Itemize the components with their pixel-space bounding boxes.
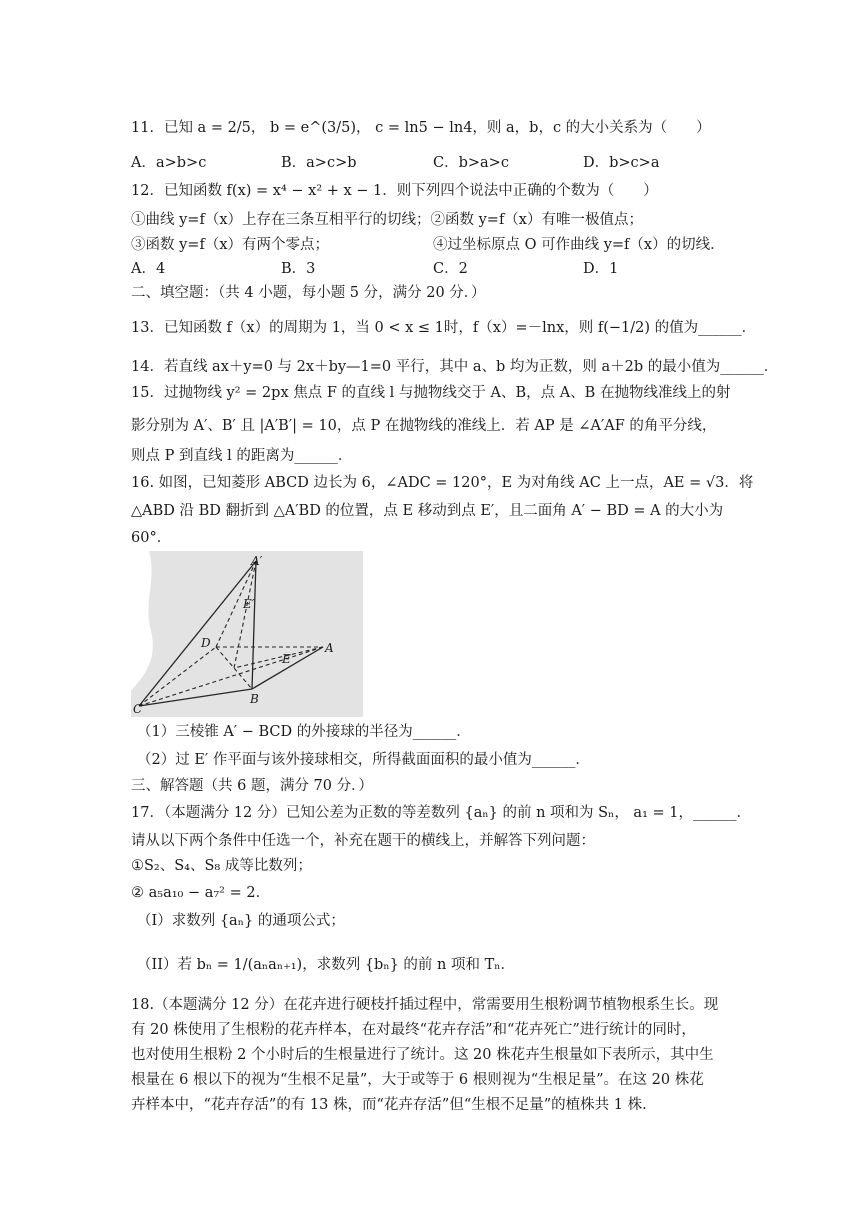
q12-option-d: D．1 [583,261,619,277]
q18-line-3: 也对使用生根粉 2 个小时后的生根量进行了统计。这 20 株花卉生根量如下表所示，其中生 [131,1047,714,1063]
figure-photo-background [131,551,363,717]
q14-text: 14．若直线 ax＋y=0 与 2x＋by—1=0 平行，其中 a、b 均为正数，则 a＋2b 的最小值为______． [131,359,779,375]
q12-option-a: A．4 [131,261,166,277]
q11-stem: 11．已知 a = 2/5， b = e^(3/5)， c = ln5 − ln4，则 a，b，c 的大小关系为（ ） [131,120,711,136]
q18-line-2: 有 20 株使用了生根粉的花卉样本，在对最终“花卉存活”和“花卉死亡”进行统计的同时， [131,1022,696,1038]
q17-part-2: （II）若 bₙ = 1/(aₙaₙ₊₁)，求数列 {bₙ} 的前 n 项和 Tₙ． [137,957,516,973]
q17-condition-1: ①S₂、S₄、S₈ 成等比数列； [131,858,312,874]
q16-geometry-figure [131,551,363,717]
q12-statement-1-2: ①曲线 y=f（x）上存在三条互相平行的切线；②函数 y=f（x）有唯一极值点； [131,212,643,228]
q12-statement-3: ③函数 y=f（x）有两个零点； [131,237,329,253]
q12-option-c: C．2 [433,261,468,277]
q17-condition-2: ② a₅a₁₀ − a₇² = 2． [131,885,271,901]
section-fill-in-title: 二、填空题：（共 4 小题，每小题 5 分，满分 20 分．） [131,285,486,301]
q11-option-d: D．b>c>a [583,155,660,171]
q17-line-2: 请从以下两个条件中任选一个，补充在题干的横线上，并解答下列问题： [131,833,595,849]
label-e-prime: E′ [243,597,255,611]
q18-line-5: 卉样本中，“花卉存活”的有 13 株，而“花卉存活”但“生根不足量”的植株共 1 株. [131,1097,647,1113]
label-d: D [201,636,211,650]
q17-line-1: 17．（本题满分 12 分）已知公差为正数的等差数列 {aₙ} 的前 n 项和为 Sₙ， a₁ = 1，______． [131,805,751,821]
q16-line-3: 60°． [131,530,172,546]
q16-part-2: （2）过 E′ 作平面与该外接球相交，所得截面面积的最小值为______． [137,752,590,768]
q18-line-1: 18.（本题满分 12 分）在花卉进行硬枝扦插过程中，常需要用生根粉调节植物根系生长。现 [131,997,719,1013]
label-a-prime: A′ [251,554,263,568]
label-b: B [250,692,259,706]
q16-part-1: （1）三棱锥 A′ − BCD 的外接球的半径为______． [137,724,471,740]
q17-part-1: （I）求数列 {aₙ} 的通项公式； [137,913,345,929]
q11-option-c: C．b>a>c [433,155,509,171]
q15-line-3: 则点 P 到直线 l 的距离为______． [131,448,353,464]
label-a: A [325,641,334,655]
q16-line-2: △ABD 沿 BD 翻折到 △A′BD 的位置，点 E 移动到点 E′，且二面角 A′ − BD = A 的大小为 [131,503,724,519]
q15-line-1: 15．过抛物线 y² = 2px 焦点 F 的直线 l 与抛物线交于 A、B，点 A、B 在抛物线准线上的射 [131,385,731,401]
q12-option-b: B．3 [281,261,316,277]
q11-option-b: B．a>c>b [281,155,357,171]
q12-stem: 12．已知函数 f(x) = x⁴ − x² + x − 1．则下列四个说法中正确的个数为（ ） [131,183,658,199]
q15-line-2: 影分别为 A′、B′ 且 |A′B′| = 10，点 P 在抛物线的准线上．若 AP 是 ∠A′AF 的角平分线， [131,418,717,434]
q16-line-1: 16. 如图，已知菱形 ABCD 边长为 6，∠ADC = 120°，E 为对角线 AC 上一点，AE = √3．将 [131,475,754,491]
label-e: E [282,652,291,666]
q12-statement-4: ④过坐标原点 O 可作曲线 y=f（x）的切线． [433,237,725,253]
q11-option-a: A．a>b>c [131,155,207,171]
label-c: C [133,702,143,716]
q13-text: 13．已知函数 f（x）的周期为 1，当 0 < x ≤ 1时，f（x）=－lnx，则 f(−1/2) 的值为______． [131,320,757,336]
q18-line-4: 根量在 6 根以下的视为“生根不足量”，大于或等于 6 根则视为“生根足量”。在这 20 株花 [131,1072,704,1088]
section-answer-title: 三、解答题（共 6 题，满分 70 分．） [131,778,373,794]
